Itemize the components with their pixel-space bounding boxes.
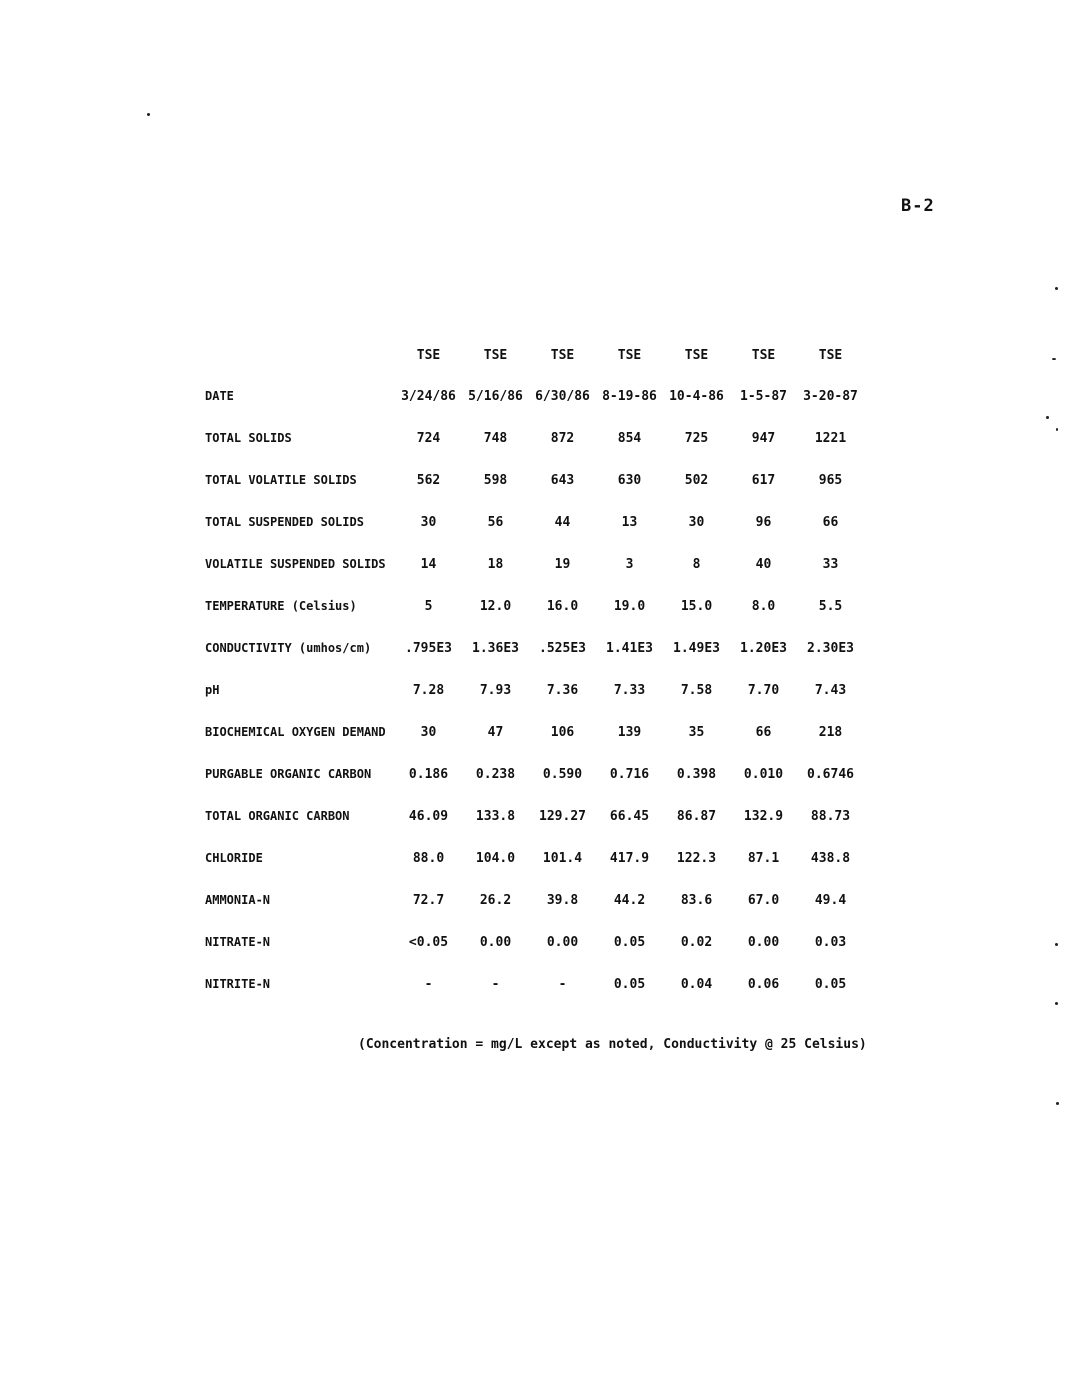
column-header: TSE	[751, 347, 776, 363]
table-cell: 129.27	[539, 808, 586, 824]
table-row	[205, 879, 864, 921]
table-cell: 0.05	[814, 976, 847, 992]
table-cell: 965	[818, 472, 843, 488]
table-cell: 13	[621, 514, 638, 530]
table-cell: 502	[684, 472, 709, 488]
table-cell: 139	[617, 724, 642, 740]
table-cell: 46.09	[408, 808, 449, 824]
table-cell: 44.2	[613, 892, 646, 908]
table-cell: 947	[751, 430, 776, 446]
table-cell: 0.010	[743, 766, 784, 782]
table-cell: 14	[420, 556, 437, 572]
table-row	[205, 417, 864, 459]
table-cell: 7.43	[814, 682, 847, 698]
row-label: pH	[205, 683, 220, 697]
header-label-cell	[205, 335, 395, 375]
table-cell: 30	[420, 514, 437, 530]
table-row	[205, 669, 864, 711]
scan-speck	[1052, 358, 1056, 360]
page-number: B-2	[901, 196, 935, 216]
table-cell: 7.28	[412, 682, 445, 698]
footnote: (Concentration = mg/L except as noted, Conductivity @ 25 Celsius)	[358, 1037, 867, 1052]
row-label: CONDUCTIVITY (umhos/cm)	[205, 641, 372, 655]
row-label: TOTAL ORGANIC CARBON	[205, 809, 350, 823]
table-cell: 40	[755, 556, 772, 572]
table-cell: 88.0	[412, 850, 445, 866]
table-cell: 0.590	[542, 766, 583, 782]
table-cell: <0.05	[408, 934, 449, 950]
column-header: TSE	[550, 347, 575, 363]
table-cell: -	[491, 976, 500, 992]
table-cell: 101.4	[542, 850, 583, 866]
table-cell: 16.0	[546, 598, 579, 614]
row-label: BIOCHEMICAL OXYGEN DEMAND	[205, 725, 386, 739]
table-cell: 562	[416, 472, 441, 488]
table-cell: 72.7	[412, 892, 445, 908]
table-cell: 67.0	[747, 892, 780, 908]
table-cell: 1.49E3	[673, 640, 720, 656]
column-header: TSE	[818, 347, 843, 363]
table-cell: 8	[692, 556, 701, 572]
table-cell: 122.3	[676, 850, 717, 866]
table-cell: 18	[487, 556, 504, 572]
table-cell: 630	[617, 472, 642, 488]
table-cell: 49.4	[814, 892, 847, 908]
table-cell: 86.87	[676, 808, 717, 824]
scan-speck	[1055, 943, 1058, 946]
table-cell: 0.398	[676, 766, 717, 782]
table-cell: 218	[818, 724, 843, 740]
table-cell: 1.20E3	[740, 640, 787, 656]
table-cell: 35	[688, 724, 705, 740]
table-cell: 10-4-86	[669, 388, 724, 404]
scan-speck	[1056, 1102, 1059, 1105]
table-row	[205, 753, 864, 795]
table-cell: 0.00	[479, 934, 512, 950]
table-cell: .795E3	[405, 640, 452, 656]
table-cell: .525E3	[539, 640, 586, 656]
table-cell: 417.9	[609, 850, 650, 866]
table-cell: 0.04	[680, 976, 713, 992]
table-header-row	[205, 335, 864, 375]
table-row	[205, 627, 864, 669]
table-cell: 66.45	[609, 808, 650, 824]
table-cell: 5/16/86	[468, 388, 523, 404]
table-cell: 15.0	[680, 598, 713, 614]
table-cell: 724	[416, 430, 441, 446]
table-cell: 66	[822, 514, 839, 530]
table-row	[205, 963, 864, 1005]
row-label: DATE	[205, 389, 234, 403]
scan-speck	[1055, 1002, 1058, 1005]
column-header: TSE	[684, 347, 709, 363]
table-cell: 5.5	[818, 598, 843, 614]
table-cell: 56	[487, 514, 504, 530]
table-cell: 617	[751, 472, 776, 488]
table-cell: 66	[755, 724, 772, 740]
table-cell: 0.00	[747, 934, 780, 950]
table-cell: 0.238	[475, 766, 516, 782]
table-row	[205, 501, 864, 543]
table-cell: 2.30E3	[807, 640, 854, 656]
table-cell: 88.73	[810, 808, 851, 824]
scan-speck	[1055, 287, 1058, 290]
table-cell: 132.9	[743, 808, 784, 824]
table-cell: 104.0	[475, 850, 516, 866]
column-header: TSE	[416, 347, 441, 363]
table-cell: 8-19-86	[602, 388, 657, 404]
table-cell: 1221	[814, 430, 847, 446]
row-label: TOTAL SUSPENDED SOLIDS	[205, 515, 364, 529]
table-cell: 0.03	[814, 934, 847, 950]
table-cell: 854	[617, 430, 642, 446]
row-label: NITRITE-N	[205, 977, 271, 991]
table-cell: 0.00	[546, 934, 579, 950]
table-cell: 0.06	[747, 976, 780, 992]
row-label: VOLATILE SUSPENDED SOLIDS	[205, 557, 386, 571]
table-row	[205, 375, 864, 417]
table-cell: 12.0	[479, 598, 512, 614]
row-label: TEMPERATURE (Celsius)	[205, 599, 357, 613]
table-cell: 133.8	[475, 808, 516, 824]
table-cell: 7.70	[747, 682, 780, 698]
row-label: PURGABLE ORGANIC CARBON	[205, 767, 372, 781]
table-row	[205, 921, 864, 963]
table-cell: 47	[487, 724, 504, 740]
table-cell: 1.41E3	[606, 640, 653, 656]
table-cell: 0.05	[613, 976, 646, 992]
table-row	[205, 837, 864, 879]
table-cell: 19	[554, 556, 571, 572]
row-label: TOTAL VOLATILE SOLIDS	[205, 473, 357, 487]
table-cell: 7.93	[479, 682, 512, 698]
table-cell: 872	[550, 430, 575, 446]
table-cell: 3-20-87	[803, 388, 858, 404]
table-cell: 3	[625, 556, 634, 572]
table-cell: 725	[684, 430, 709, 446]
table-cell: -	[424, 976, 433, 992]
row-label: NITRATE-N	[205, 935, 271, 949]
table-cell: 7.36	[546, 682, 579, 698]
table-cell: 26.2	[479, 892, 512, 908]
table-cell: 19.0	[613, 598, 646, 614]
table-cell: 96	[755, 514, 772, 530]
table-cell: 0.186	[408, 766, 449, 782]
table-cell: 30	[420, 724, 437, 740]
table-cell: 0.05	[613, 934, 646, 950]
row-label: TOTAL SOLIDS	[205, 431, 292, 445]
column-header: TSE	[483, 347, 508, 363]
table-cell: 83.6	[680, 892, 713, 908]
table-cell: 748	[483, 430, 508, 446]
row-label: CHLORIDE	[205, 851, 263, 865]
water-quality-table	[205, 335, 864, 1005]
table-cell: 0.6746	[807, 766, 854, 782]
table-cell: 30	[688, 514, 705, 530]
table-row	[205, 543, 864, 585]
table-cell: 438.8	[810, 850, 851, 866]
table-cell: 44	[554, 514, 571, 530]
table-cell: 8.0	[751, 598, 776, 614]
scan-speck	[1056, 428, 1058, 431]
scan-speck	[1046, 416, 1049, 419]
row-label: AMMONIA-N	[205, 893, 271, 907]
table-row	[205, 459, 864, 501]
table-cell: 5	[424, 598, 433, 614]
table-cell: 106	[550, 724, 575, 740]
table-row	[205, 585, 864, 627]
table-cell: 1.36E3	[472, 640, 519, 656]
table-cell: 598	[483, 472, 508, 488]
table-cell: 3/24/86	[401, 388, 456, 404]
table-cell: 39.8	[546, 892, 579, 908]
table-cell: 7.58	[680, 682, 713, 698]
table-cell: 33	[822, 556, 839, 572]
table-cell: 87.1	[747, 850, 780, 866]
table-cell: 0.716	[609, 766, 650, 782]
table-row	[205, 711, 864, 753]
table-cell: 1-5-87	[740, 388, 787, 404]
table-body	[205, 375, 864, 1005]
table-cell: 6/30/86	[535, 388, 590, 404]
table-cell: -	[558, 976, 567, 992]
table-cell: 0.02	[680, 934, 713, 950]
scan-speck	[147, 113, 150, 116]
table-row	[205, 795, 864, 837]
table-cell: 7.33	[613, 682, 646, 698]
table-cell: 643	[550, 472, 575, 488]
column-header: TSE	[617, 347, 642, 363]
